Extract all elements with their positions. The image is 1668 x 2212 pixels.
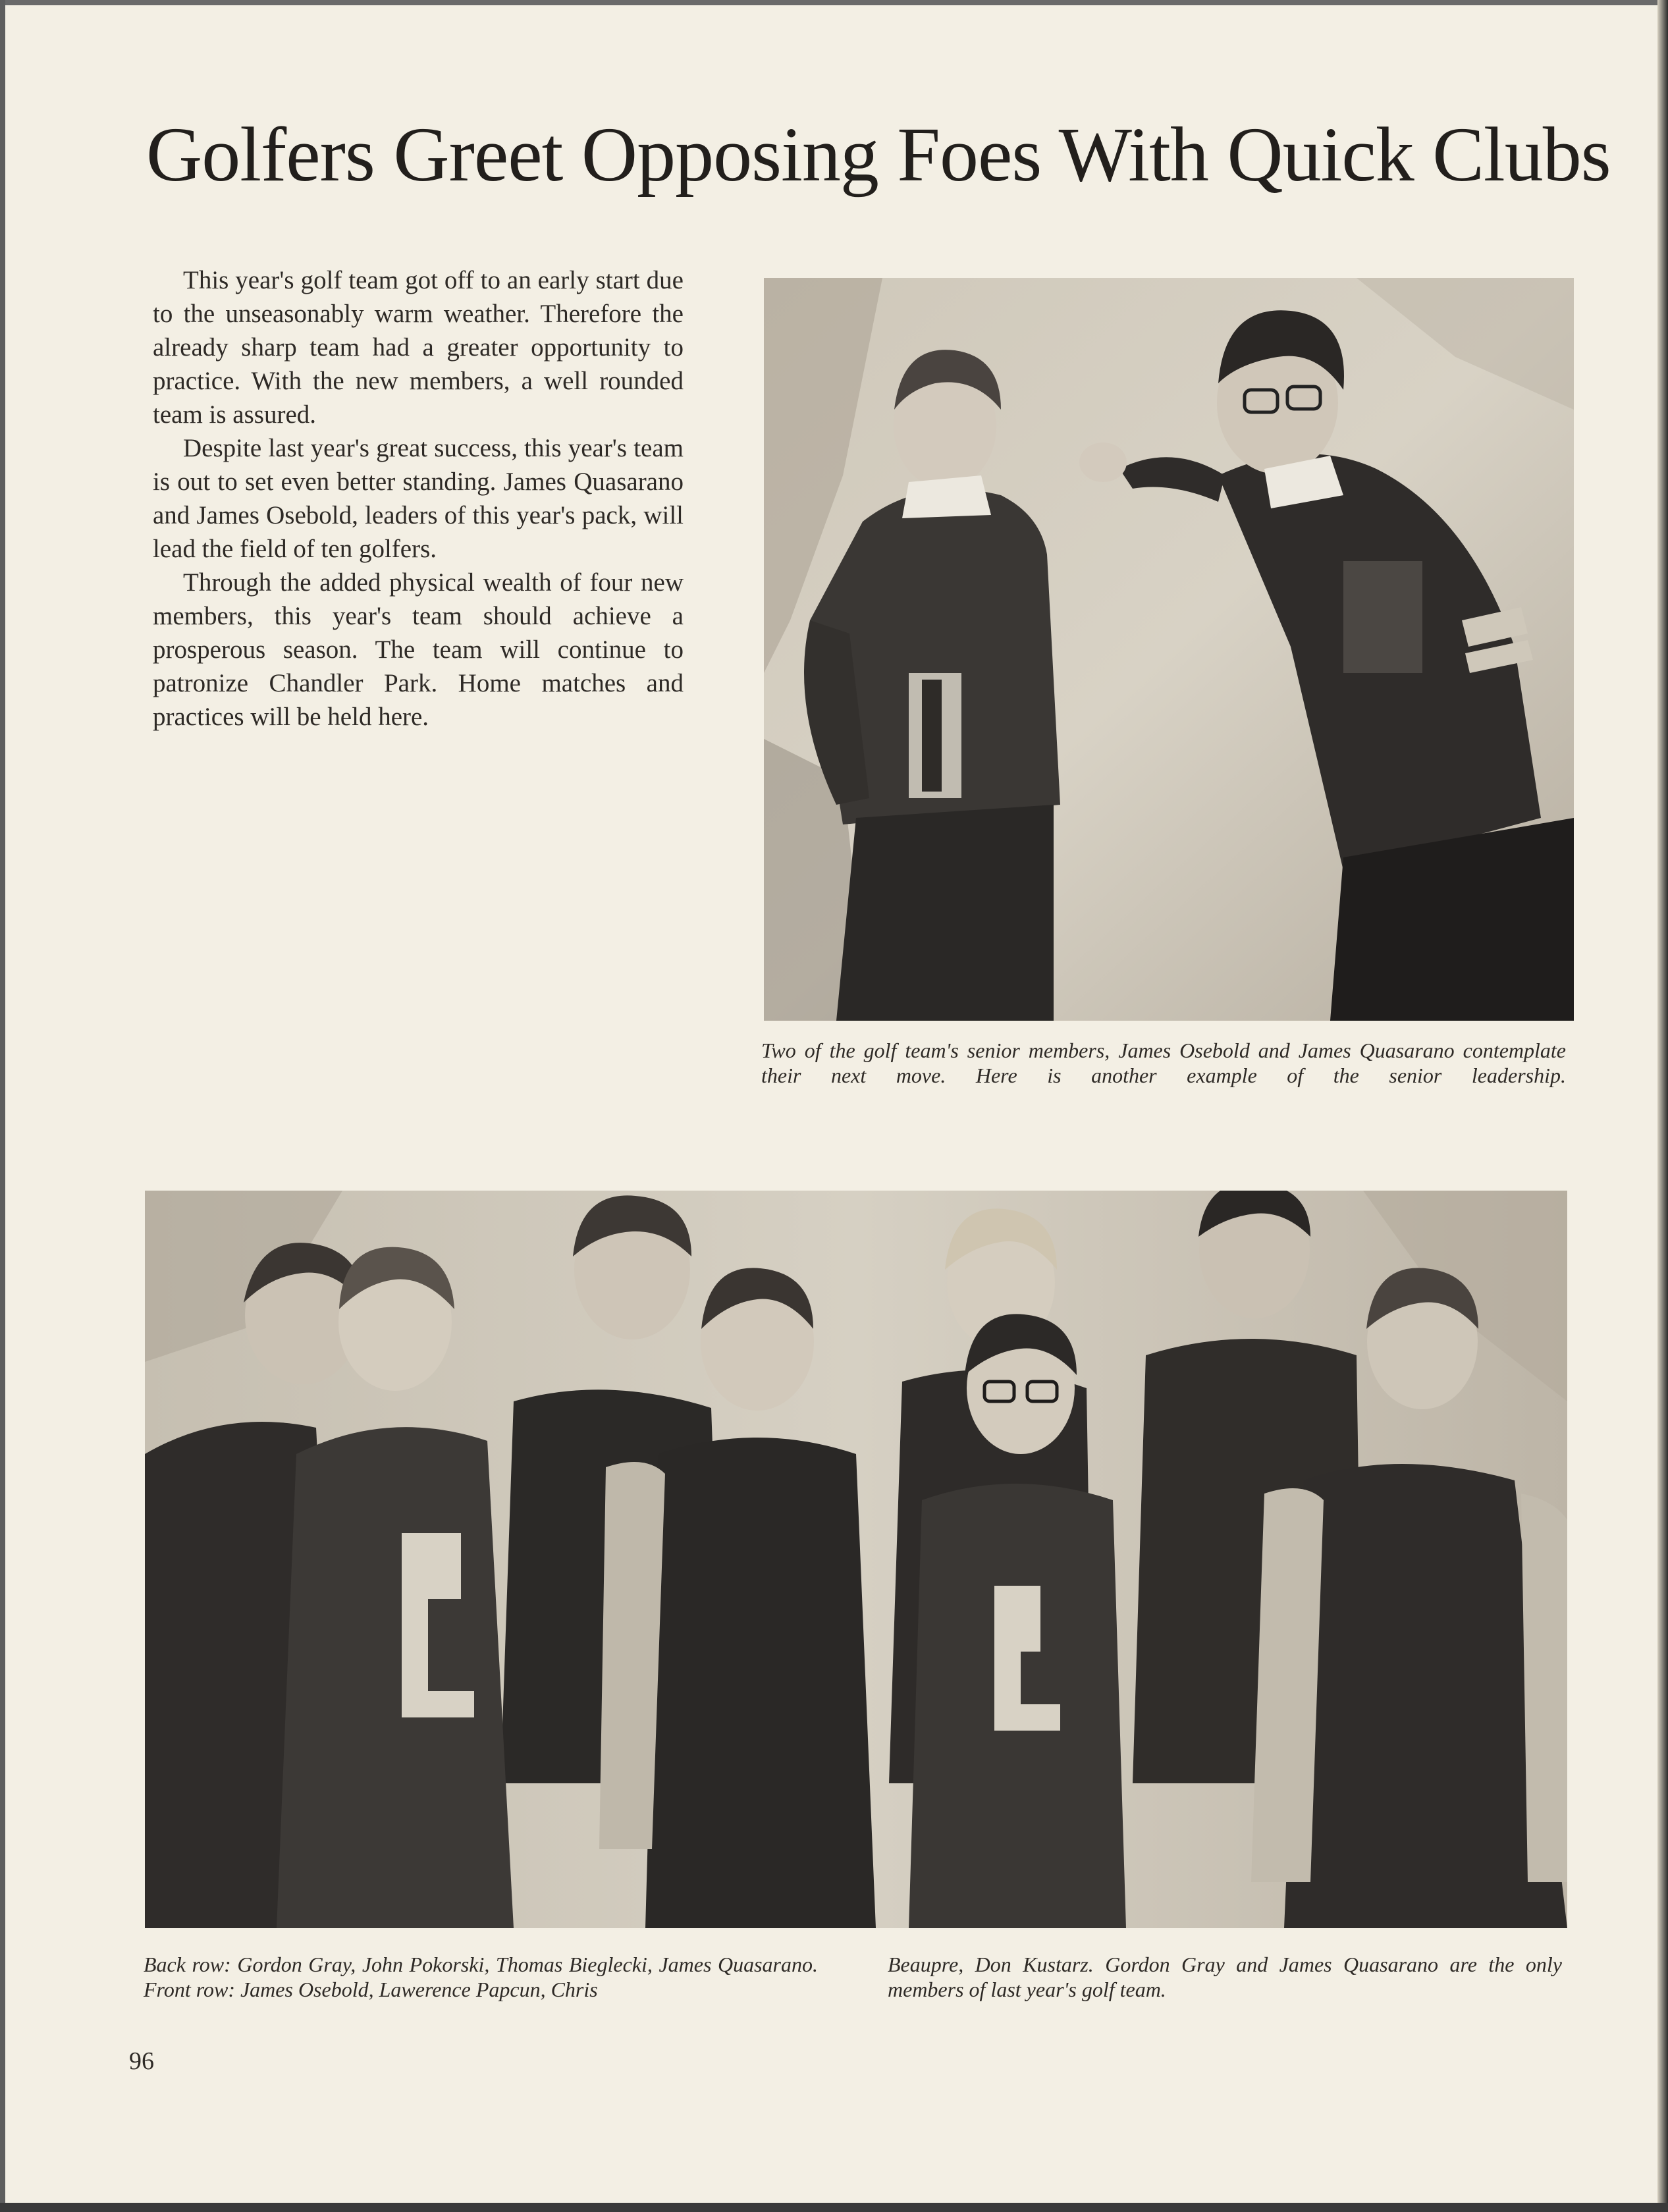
scan-edge-right [1657, 0, 1668, 2212]
photo-two-golfers-illustration [764, 278, 1574, 1021]
photo-golf-team [145, 1191, 1567, 1928]
article-body [153, 263, 684, 734]
scan-edge-bottom [0, 2203, 1668, 2212]
page-number: 96 [129, 2047, 154, 2075]
photo-top-caption: Two of the golf team's senior members, James Osebold and James Quasarano contemplate their next move. Here is another example of the senior leadership. [761, 1039, 1566, 1087]
page-headline: Golfers Greet Opposing Foes With Quick Clubs [146, 111, 1611, 198]
article-paragraph-1: This year's golf team got off to an early start due to the unseasonably warm weather. Therefore the already sharp team had a greater opportunity to practice. With the new members, a well rounded team is assured. [153, 266, 684, 429]
photo-golf-team-illustration [145, 1191, 1567, 1928]
photo-bottom-caption-left: Back row: Gordon Gray, John Pokorski, Thomas Bieglecki, James Quasarano. Front row: James Osebold, Lawerence Papcun, Chris [144, 1953, 818, 2001]
scan-edge-top [0, 0, 1668, 5]
article-paragraph-2: Despite last year's great success, this year's team is out to set even better standing. James Quasarano and James Osebold, leaders of this year's pack, will lead the field of ten golfers. [153, 434, 684, 563]
scan-edge-left [0, 0, 5, 2212]
article-paragraph-3: Through the added physical wealth of four new members, this year's team should achieve a prosperous season. The team will continue to patronize Chandler Park. Home matches and practices will be held here. [153, 568, 684, 731]
photo-two-golfers [764, 278, 1574, 1021]
photo-bottom-caption-right: Beaupre, Don Kustarz. Gordon Gray and James Quasarano are the only members of last year's golf team. [888, 1953, 1562, 2001]
